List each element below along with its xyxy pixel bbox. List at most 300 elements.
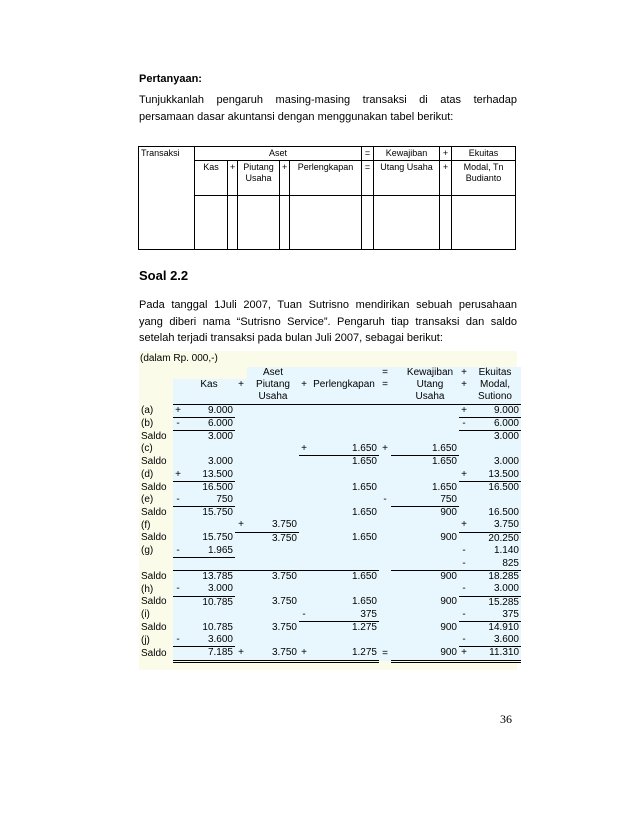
cell-perlengkapan: 375 xyxy=(309,609,379,622)
cell-perlengkapan-sign xyxy=(299,417,309,430)
cell-kas: 10.785 xyxy=(183,596,235,609)
cell-utang-sign xyxy=(391,532,401,545)
blank-transaction-table xyxy=(138,146,516,250)
cell-kas: 9.000 xyxy=(183,404,235,417)
cell-perlengkapan-sign xyxy=(299,583,309,596)
col-aset: Aset xyxy=(195,147,362,161)
cell-perlengkapan-sign xyxy=(299,532,309,545)
cell-modal-sign xyxy=(459,456,469,469)
cell-utang: 900 xyxy=(401,532,459,545)
cell-perlengkapan: 1.275 xyxy=(309,647,379,661)
cell-eq-sign: - xyxy=(379,494,391,507)
cell-eq-sign xyxy=(379,481,391,494)
cell-modal-sign: - xyxy=(459,583,469,596)
cell-eq-sign xyxy=(379,431,391,444)
hdr-plus-1: + xyxy=(235,379,247,391)
unit-label: (dalam Rp. 000,-) xyxy=(140,353,218,364)
cell-kas-sign: - xyxy=(173,417,183,430)
cell-perlengkapan-sign: + xyxy=(299,443,309,456)
hdr-modal-2: Sutiono xyxy=(469,391,521,404)
cell-perlengkapan: 1.650 xyxy=(309,596,379,609)
col-plus-3: + xyxy=(440,161,452,196)
cell-piutang-sign xyxy=(235,456,247,469)
cell-label: Saldo xyxy=(141,532,167,544)
cell-eq-sign xyxy=(379,545,391,558)
answer-row xyxy=(139,456,521,469)
cell-label: Saldo xyxy=(141,596,167,608)
cell-perlengkapan-sign xyxy=(299,469,309,482)
answer-row xyxy=(139,532,521,545)
cell-utang-sign xyxy=(391,558,401,571)
question-line-2: persamaan dasar akuntansi dengan menggunakan tabel berikut: xyxy=(139,111,454,123)
hdr-utang: Utang xyxy=(401,379,459,391)
cell-modal-sign: + xyxy=(459,519,469,532)
cell-perlengkapan xyxy=(309,431,379,444)
cell-piutang-sign xyxy=(235,545,247,558)
cell-perlengkapan-sign xyxy=(299,519,309,532)
cell-modal-sign: - xyxy=(459,634,469,647)
cell-perlengkapan-sign xyxy=(299,431,309,444)
hdr-plus: + xyxy=(459,367,469,379)
cell-perlengkapan-sign xyxy=(299,404,309,417)
cell-modal: 16.500 xyxy=(469,481,521,494)
hdr-piutang: Piutang xyxy=(247,379,299,391)
cell-label xyxy=(139,558,173,571)
cell-modal: 3.750 xyxy=(469,519,521,532)
cell-eq-sign xyxy=(379,571,391,584)
cell-modal: 14.910 xyxy=(469,622,521,635)
cell-eq-sign: + xyxy=(379,443,391,456)
hdr-plus-3: + xyxy=(459,379,469,391)
cell-piutang-sign xyxy=(235,634,247,647)
cell-piutang-sign: + xyxy=(235,647,247,661)
col-eq-2: = xyxy=(362,161,374,196)
cell-utang xyxy=(401,634,459,647)
cell-label: (e) xyxy=(141,494,154,506)
cell-eq-sign xyxy=(379,469,391,482)
cell-eq-sign xyxy=(379,583,391,596)
cell-modal: 20.250 xyxy=(469,532,521,545)
cell-modal-sign xyxy=(459,494,469,507)
answer-row xyxy=(139,481,521,494)
answer-row xyxy=(139,622,521,635)
col-plus: + xyxy=(440,147,452,161)
cell-piutang: 3.750 xyxy=(247,622,299,635)
col-utang: Utang Usaha xyxy=(374,161,440,196)
answer-row xyxy=(139,609,521,622)
cell-utang-sign xyxy=(391,469,401,482)
cell-perlengkapan-sign xyxy=(299,596,309,609)
cell-perlengkapan-sign xyxy=(299,507,309,520)
cell-modal: 15.285 xyxy=(469,596,521,609)
cell-piutang-sign: + xyxy=(235,519,247,532)
cell-piutang-sign xyxy=(235,417,247,430)
cell-perlengkapan-sign xyxy=(299,634,309,647)
cell-utang xyxy=(401,404,459,417)
cell-modal: 3.600 xyxy=(469,634,521,647)
cell-kas: 6.000 xyxy=(183,417,235,430)
cell-perlengkapan: 1.650 xyxy=(309,571,379,584)
cell-utang-sign xyxy=(391,456,401,469)
cell-modal: 825 xyxy=(469,558,521,571)
cell-modal-sign: - xyxy=(459,545,469,558)
cell-kas xyxy=(183,519,235,532)
cell-perlengkapan xyxy=(309,558,379,571)
cell-piutang-sign xyxy=(235,571,247,584)
cell-label: Saldo xyxy=(141,456,167,468)
cell-kas-sign xyxy=(173,431,183,444)
cell-label: (f) xyxy=(141,519,151,531)
cell-kas-sign xyxy=(173,622,183,635)
hdr-plus-2: + xyxy=(299,379,309,391)
cell-modal: 1.140 xyxy=(469,545,521,558)
cell-piutang xyxy=(247,443,299,456)
cell-kas-sign xyxy=(173,481,183,494)
cell-piutang: 3.750 xyxy=(247,571,299,584)
cell-label: (g) xyxy=(141,545,154,557)
cell-piutang: 3.750 xyxy=(247,647,299,661)
answer-row xyxy=(139,571,521,584)
cell-modal-sign xyxy=(459,443,469,456)
cell-label: (i) xyxy=(141,609,150,621)
col-modal: Modal, Tn Budianto xyxy=(452,161,516,196)
cell-piutang-sign xyxy=(235,622,247,635)
question-text xyxy=(139,92,517,126)
cell-eq-sign xyxy=(379,622,391,635)
cell-kas: 7.185 xyxy=(183,647,235,661)
cell-piutang-sign xyxy=(235,404,247,417)
cell-utang xyxy=(401,469,459,482)
cell-utang xyxy=(401,583,459,596)
cell-utang-sign xyxy=(391,494,401,507)
cell-utang-sign xyxy=(391,481,401,494)
cell-kas: 10.785 xyxy=(183,622,235,635)
cell-perlengkapan: 1.650 xyxy=(309,456,379,469)
cell-utang: 1.650 xyxy=(401,443,459,456)
question-line-1: Tunjukkanlah pengaruh masing-masing transaksi di atas terhadap xyxy=(139,94,517,106)
cell-modal-sign: + xyxy=(459,647,469,661)
cell-piutang-sign xyxy=(235,443,247,456)
cell-label: (h) xyxy=(141,583,154,595)
cell-kas-sign: + xyxy=(173,404,183,417)
cell-piutang xyxy=(247,469,299,482)
cell-eq-sign xyxy=(379,456,391,469)
cell-kas-sign xyxy=(173,596,183,609)
answer-row xyxy=(139,545,521,558)
cell-utang xyxy=(401,431,459,444)
answer-row xyxy=(139,404,521,417)
cell-kas xyxy=(183,443,235,456)
hdr-eq-2: = xyxy=(379,379,391,391)
cell-piutang xyxy=(247,494,299,507)
cell-perlengkapan xyxy=(309,634,379,647)
cell-eq-sign xyxy=(379,404,391,417)
cell-modal-sign xyxy=(459,596,469,609)
cell-piutang: 3.750 xyxy=(247,519,299,532)
cell-eq-sign xyxy=(379,507,391,520)
cell-utang-sign xyxy=(391,571,401,584)
hdr-kewajiban: Kewajiban xyxy=(401,367,459,379)
cell-modal-sign xyxy=(459,622,469,635)
answer-row xyxy=(139,519,521,532)
cell-piutang xyxy=(247,456,299,469)
cell-kas: 16.500 xyxy=(183,481,235,494)
cell-utang xyxy=(401,519,459,532)
cell-piutang-sign xyxy=(235,596,247,609)
cell-piutang xyxy=(247,404,299,417)
cell-modal: 3.000 xyxy=(469,431,521,444)
cell-modal: 375 xyxy=(469,609,521,622)
cell-utang-sign xyxy=(391,431,401,444)
col-transaksi: Transaksi xyxy=(139,147,195,196)
col-piutang: Piutang Usaha xyxy=(238,161,280,196)
cell-kas: 3.000 xyxy=(183,583,235,596)
cell-label: Saldo xyxy=(141,647,167,659)
cell-label: (d) xyxy=(141,468,154,480)
cell-modal-sign: + xyxy=(459,404,469,417)
cell-kas-sign xyxy=(173,558,183,571)
cell-modal: 13.500 xyxy=(469,469,521,482)
blank-row xyxy=(139,196,516,250)
cell-utang: 1.650 xyxy=(401,481,459,494)
soal-heading: Soal 2.2 xyxy=(139,268,189,283)
soal-line-2: yang diberi nama “Sutrisno Service”. Pengaruh tiap transaksi dan saldo xyxy=(139,315,517,328)
cell-piutang-sign xyxy=(235,507,247,520)
cell-utang xyxy=(401,558,459,571)
cell-piutang xyxy=(247,609,299,622)
cell-utang-sign xyxy=(391,519,401,532)
cell-utang-sign xyxy=(391,634,401,647)
cell-perlengkapan xyxy=(309,545,379,558)
cell-label: (c) xyxy=(141,443,153,455)
answer-row xyxy=(139,507,521,520)
cell-label: (a) xyxy=(141,404,154,416)
cell-eq-sign xyxy=(379,519,391,532)
cell-kas-sign: - xyxy=(173,494,183,507)
cell-piutang xyxy=(247,634,299,647)
cell-piutang xyxy=(247,545,299,558)
cell-utang-sign xyxy=(391,404,401,417)
col-kas: Kas xyxy=(195,161,228,196)
cell-utang-sign xyxy=(391,507,401,520)
cell-eq-sign xyxy=(379,532,391,545)
cell-modal: 6.000 xyxy=(469,417,521,430)
hdr-modal: Modal, xyxy=(469,379,521,391)
cell-utang-sign xyxy=(391,596,401,609)
cell-modal-sign: + xyxy=(459,469,469,482)
cell-modal-sign xyxy=(459,431,469,444)
answer-table xyxy=(139,367,521,663)
answer-row xyxy=(139,583,521,596)
cell-kas: 1.965 xyxy=(183,545,235,558)
cell-kas-sign xyxy=(173,519,183,532)
cell-piutang xyxy=(247,417,299,430)
cell-piutang-sign xyxy=(235,494,247,507)
cell-modal-sign: - xyxy=(459,609,469,622)
cell-kas-sign xyxy=(173,647,183,661)
cell-eq-sign xyxy=(379,634,391,647)
col-perlengkapan: Perlengkapan xyxy=(290,161,362,196)
cell-modal: 16.500 xyxy=(469,507,521,520)
answer-header-row-2 xyxy=(139,379,521,391)
cell-modal-sign xyxy=(459,507,469,520)
cell-perlengkapan xyxy=(309,494,379,507)
cell-perlengkapan xyxy=(309,519,379,532)
cell-modal-sign: - xyxy=(459,417,469,430)
cell-eq-sign xyxy=(379,596,391,609)
cell-modal-sign xyxy=(459,532,469,545)
cell-modal-sign xyxy=(459,571,469,584)
answer-row xyxy=(139,634,521,647)
cell-utang xyxy=(401,545,459,558)
cell-piutang-sign xyxy=(235,532,247,545)
cell-label: Saldo xyxy=(141,506,167,518)
hdr-perlengkapan: Perlengkapan xyxy=(309,379,379,391)
soal-line-1: Pada tanggal 1Juli 2007, Tuan Sutrisno mendirikan sebuah perusahaan xyxy=(139,299,517,311)
cell-label: Saldo xyxy=(141,570,167,582)
cell-kas-sign: + xyxy=(173,469,183,482)
answer-row xyxy=(139,417,521,430)
cell-perlengkapan: 1.650 xyxy=(309,532,379,545)
cell-eq-sign: = xyxy=(379,647,391,661)
soal-text xyxy=(139,297,517,347)
cell-utang-sign xyxy=(391,417,401,430)
cell-perlengkapan xyxy=(309,469,379,482)
cell-utang: 900 xyxy=(401,622,459,635)
cell-kas-sign xyxy=(173,532,183,545)
cell-utang: 900 xyxy=(401,647,459,661)
cell-utang-sign xyxy=(391,443,401,456)
answer-row xyxy=(139,596,521,609)
cell-piutang-sign xyxy=(235,481,247,494)
cell-utang-sign xyxy=(391,583,401,596)
cell-piutang-sign xyxy=(235,558,247,571)
answer-row xyxy=(139,469,521,482)
cell-utang: 900 xyxy=(401,507,459,520)
cell-kas-sign xyxy=(173,609,183,622)
cell-modal: 11.310 xyxy=(469,647,521,661)
hdr-utang-2: Usaha xyxy=(401,391,459,404)
answer-row xyxy=(139,647,521,661)
cell-label: Saldo xyxy=(141,621,167,633)
cell-utang: 900 xyxy=(401,571,459,584)
cell-perlengkapan: 1.650 xyxy=(309,507,379,520)
col-kewajiban: Kewajiban xyxy=(374,147,440,161)
cell-modal: 18.285 xyxy=(469,571,521,584)
hdr-kas: Kas xyxy=(183,379,235,391)
cell-perlengkapan: 1.275 xyxy=(309,622,379,635)
cell-piutang-sign xyxy=(235,609,247,622)
cell-kas-sign: - xyxy=(173,634,183,647)
answer-row xyxy=(139,443,521,456)
cell-eq-sign xyxy=(379,417,391,430)
question-heading: Pertanyaan: xyxy=(139,73,202,85)
cell-perlengkapan-sign xyxy=(299,545,309,558)
cell-modal-sign xyxy=(459,481,469,494)
cell-perlengkapan-sign xyxy=(299,494,309,507)
cell-piutang-sign xyxy=(235,431,247,444)
cell-kas: 3.000 xyxy=(183,431,235,444)
cell-utang-sign xyxy=(391,609,401,622)
cell-perlengkapan-sign: + xyxy=(299,647,309,661)
cell-eq-sign xyxy=(379,609,391,622)
cell-kas: 15.750 xyxy=(183,532,235,545)
cell-kas: 3.600 xyxy=(183,634,235,647)
cell-utang: 1.650 xyxy=(401,456,459,469)
col-plus-1: + xyxy=(228,161,238,196)
cell-label: Saldo xyxy=(141,430,167,442)
cell-label: Saldo xyxy=(141,481,167,493)
cell-perlengkapan-sign xyxy=(299,481,309,494)
cell-utang-sign xyxy=(391,647,401,661)
hdr-eq: = xyxy=(379,367,391,379)
cell-utang: 750 xyxy=(401,494,459,507)
cell-kas-sign xyxy=(173,507,183,520)
answer-row xyxy=(139,494,521,507)
cell-kas-sign xyxy=(173,456,183,469)
col-eq: = xyxy=(362,147,374,161)
answer-header-row-1 xyxy=(139,367,521,379)
cell-perlengkapan xyxy=(309,404,379,417)
cell-piutang xyxy=(247,431,299,444)
cell-modal: 9.000 xyxy=(469,404,521,417)
cell-perlengkapan-sign: - xyxy=(299,609,309,622)
hdr-piutang-2: Usaha xyxy=(247,391,299,404)
answer-row xyxy=(139,431,521,444)
cell-kas: 750 xyxy=(183,494,235,507)
cell-piutang: 3.750 xyxy=(247,532,299,545)
cell-kas: 15.750 xyxy=(183,507,235,520)
cell-modal xyxy=(469,443,521,456)
cell-piutang xyxy=(247,583,299,596)
cell-piutang xyxy=(247,507,299,520)
cell-kas xyxy=(183,558,235,571)
cell-perlengkapan: 1.650 xyxy=(309,443,379,456)
cell-eq-sign xyxy=(379,558,391,571)
cell-label: (j) xyxy=(141,634,150,646)
cell-utang-sign xyxy=(391,622,401,635)
answer-row xyxy=(139,558,521,571)
cell-kas-sign xyxy=(173,443,183,456)
cell-modal: 3.000 xyxy=(469,583,521,596)
hdr-ekuitas: Ekuitas xyxy=(469,367,521,379)
col-plus-2: + xyxy=(280,161,290,196)
cell-perlengkapan-sign xyxy=(299,571,309,584)
cell-kas: 13.785 xyxy=(183,571,235,584)
cell-kas: 13.500 xyxy=(183,469,235,482)
cell-utang: 900 xyxy=(401,596,459,609)
cell-piutang-sign xyxy=(235,469,247,482)
cell-perlengkapan-sign xyxy=(299,622,309,635)
cell-utang xyxy=(401,609,459,622)
cell-kas: 3.000 xyxy=(183,456,235,469)
cell-perlengkapan-sign xyxy=(299,456,309,469)
cell-perlengkapan xyxy=(309,417,379,430)
answer-body xyxy=(139,404,521,661)
cell-modal-sign: - xyxy=(459,558,469,571)
cell-piutang: 3.750 xyxy=(247,596,299,609)
hdr-aset: Aset xyxy=(247,367,299,379)
cell-label: (b) xyxy=(141,417,154,429)
col-ekuitas: Ekuitas xyxy=(452,147,516,161)
cell-piutang xyxy=(247,558,299,571)
cell-modal: 3.000 xyxy=(469,456,521,469)
cell-kas-sign xyxy=(173,571,183,584)
cell-utang-sign xyxy=(391,545,401,558)
cell-perlengkapan-sign xyxy=(299,558,309,571)
cell-kas-sign: - xyxy=(173,583,183,596)
page-number: 36 xyxy=(500,712,512,726)
